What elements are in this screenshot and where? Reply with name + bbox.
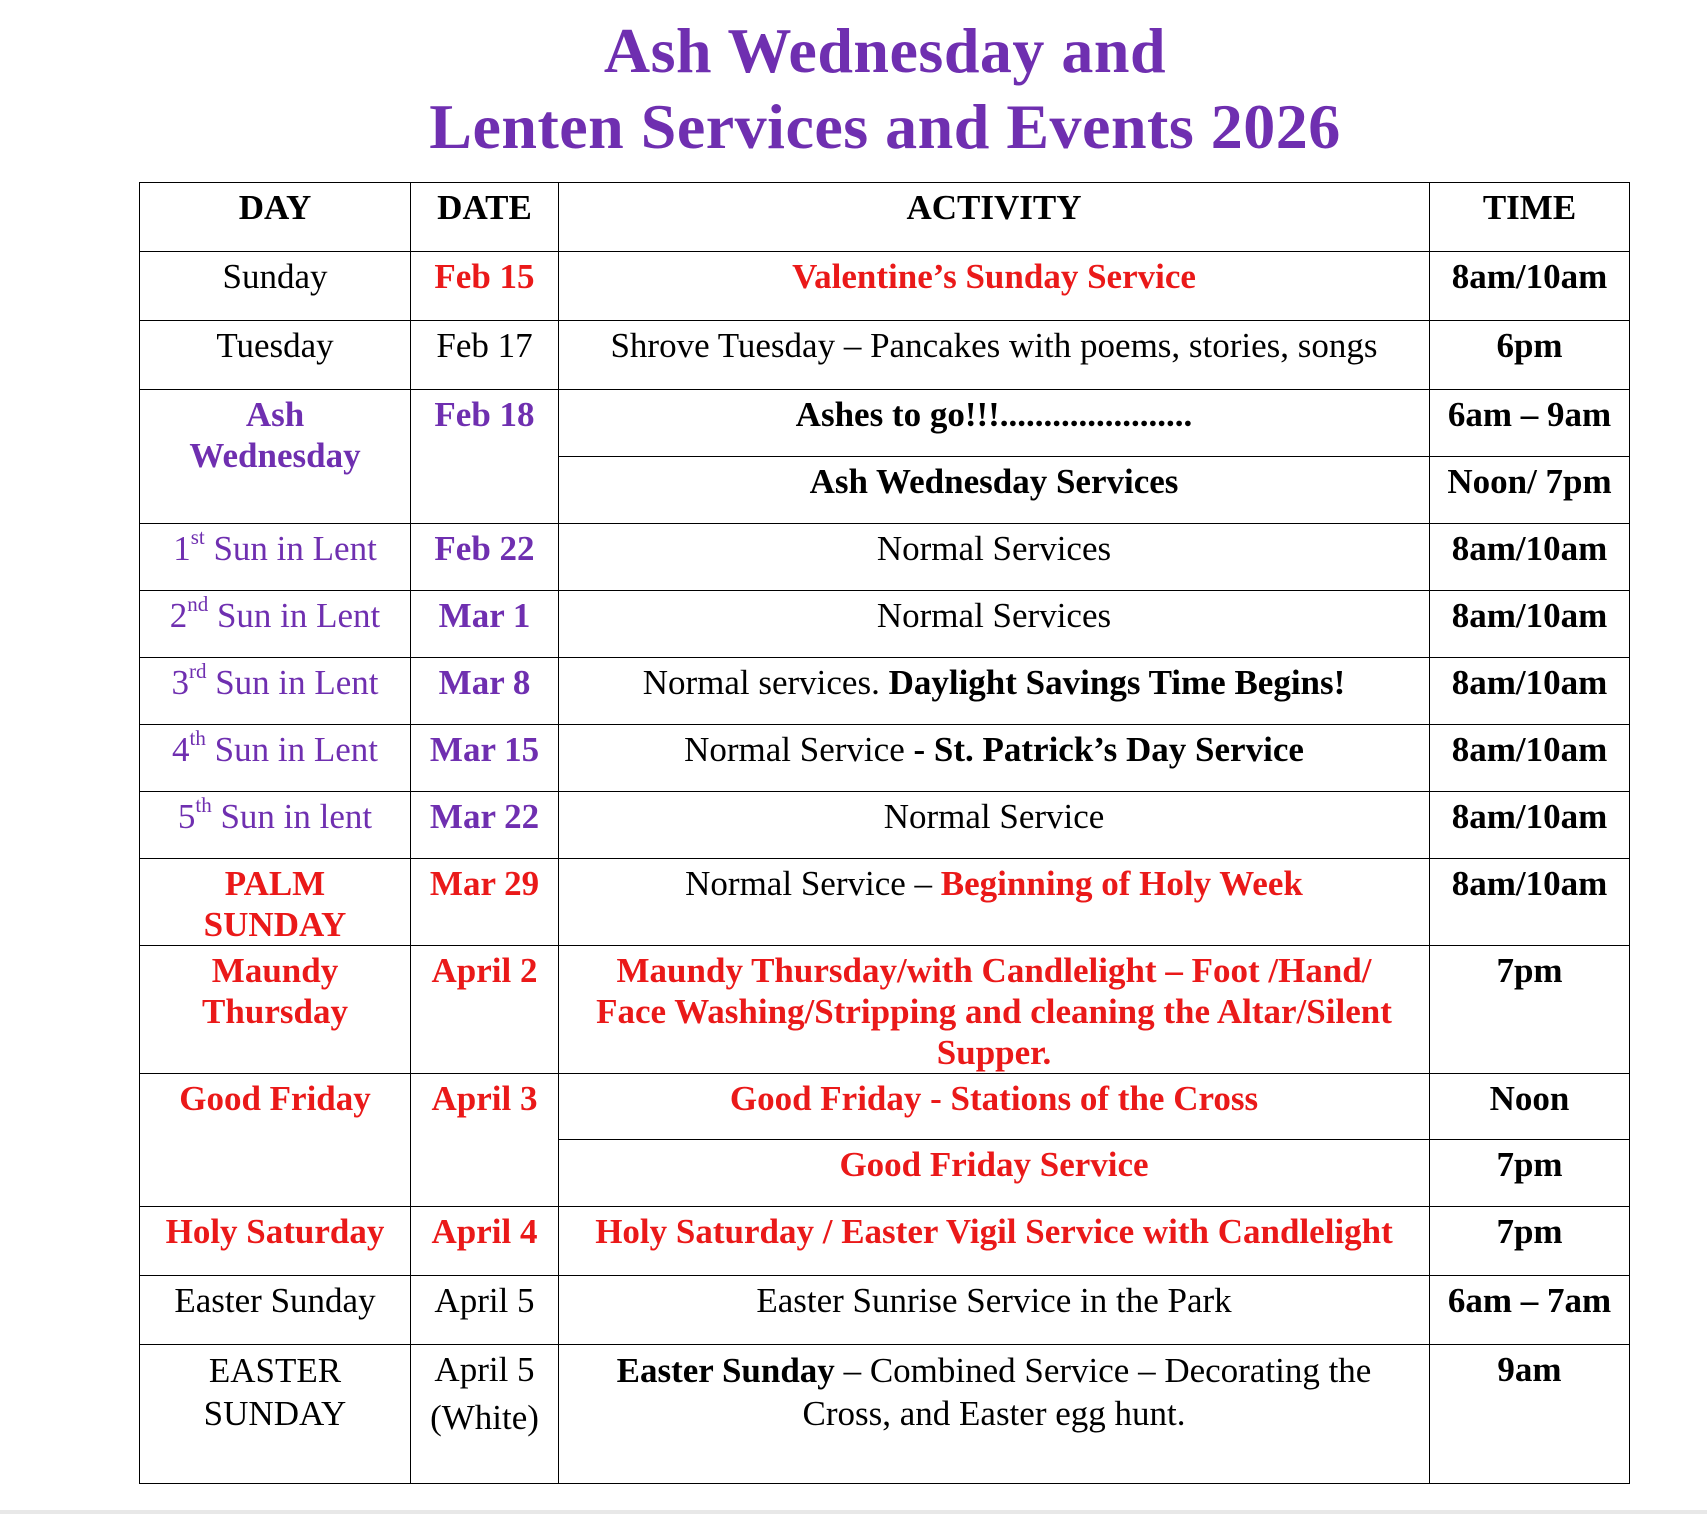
table-row	[140, 658, 1630, 725]
ordinal-suffix: rd	[188, 659, 207, 684]
ordinal-suffix: st	[190, 525, 205, 550]
day-line: Maundy	[211, 951, 339, 990]
day-cell	[140, 390, 411, 524]
time-cell: Noon	[1430, 1074, 1630, 1140]
ordinal-number: 5	[177, 797, 196, 836]
day-text: Sun in Lent	[206, 663, 379, 702]
table-row	[140, 1074, 1630, 1140]
ordinal-number: 1	[173, 529, 191, 568]
day-cell	[140, 658, 411, 725]
day-text: Sun in Lent	[204, 529, 377, 568]
date-cell: April 3	[411, 1074, 559, 1207]
date-cell: Feb 18	[411, 390, 559, 524]
day-cell	[140, 946, 411, 1074]
activity-cell: Holy Saturday / Easter Vigil Service with Candlelight	[559, 1207, 1430, 1276]
activity-highlight: Beginning of Holy Week	[940, 864, 1303, 903]
date-cell: Mar 8	[411, 658, 559, 725]
day-cell: Easter Sunday	[140, 1276, 411, 1345]
table-row	[140, 252, 1630, 321]
activity-cell: Ash Wednesday Services	[559, 457, 1430, 524]
date-cell: Mar 1	[411, 591, 559, 658]
ordinal-suffix: th	[195, 793, 212, 818]
table-row	[140, 859, 1630, 946]
activity-cell	[559, 946, 1430, 1074]
activity-line: Maundy Thursday/with Candlelight – Foot /Hand/	[616, 951, 1372, 990]
time-cell: 6pm	[1430, 321, 1630, 390]
activity-line	[559, 1349, 1429, 1392]
day-line: SUNDAY	[203, 905, 347, 944]
time-cell: 8am/10am	[1430, 591, 1630, 658]
activity-cell: Normal Services	[559, 524, 1430, 591]
table-row	[140, 946, 1630, 1074]
header-activity: ACTIVITY	[559, 183, 1430, 252]
time-cell: 6am – 7am	[1430, 1276, 1630, 1345]
day-line: Thursday	[202, 992, 348, 1031]
time-cell: 7pm	[1430, 1140, 1630, 1207]
date-note: (White)	[430, 1398, 539, 1437]
day-text: Sun in lent	[211, 797, 373, 836]
time-cell: 7pm	[1430, 946, 1630, 1074]
table-row	[140, 591, 1630, 658]
day-cell	[140, 524, 411, 591]
date-line: April 5	[434, 1350, 535, 1389]
activity-cell: Shrove Tuesday – Pancakes with poems, stories, songs	[559, 321, 1430, 390]
day-line: PALM	[224, 864, 326, 903]
table-row	[140, 792, 1630, 859]
ordinal-suffix: th	[189, 726, 206, 751]
day-cell	[140, 725, 411, 792]
day-text: Sun in Lent	[205, 730, 378, 769]
activity-highlight: - St. Patrick’s Day Service	[913, 730, 1304, 769]
date-cell: Mar 22	[411, 792, 559, 859]
table-row	[140, 524, 1630, 591]
bottom-divider	[0, 1510, 1707, 1514]
activity-cell: Good Friday - Stations of the Cross	[559, 1074, 1430, 1140]
date-cell: April 5	[411, 1276, 559, 1345]
table-row	[140, 1207, 1630, 1276]
table-row	[140, 390, 1630, 457]
activity-cell	[559, 859, 1430, 946]
activity-text: – Combined Service – Decorating the	[834, 1351, 1372, 1390]
header-day: DAY	[140, 183, 411, 252]
date-cell: April 2	[411, 946, 559, 1074]
activity-cell	[559, 1345, 1430, 1484]
day-cell: Good Friday	[140, 1074, 411, 1207]
activity-cell: Normal Service	[559, 792, 1430, 859]
day-cell: Holy Saturday	[140, 1207, 411, 1276]
activity-cell: Easter Sunrise Service in the Park	[559, 1276, 1430, 1345]
activity-cell: Good Friday Service	[559, 1140, 1430, 1207]
schedule-table	[139, 182, 1630, 1484]
day-cell: Tuesday	[140, 321, 411, 390]
ordinal-number: 4	[172, 730, 190, 769]
day-line: Wednesday	[189, 436, 361, 475]
table-row	[140, 1276, 1630, 1345]
day-line: EASTER	[208, 1351, 342, 1390]
time-cell: 9am	[1430, 1345, 1630, 1484]
activity-text: Normal Service	[684, 730, 914, 769]
table-row	[140, 1345, 1630, 1484]
day-text: Sun in Lent	[208, 596, 381, 635]
page-title-line-1: Ash Wednesday and	[603, 15, 1167, 86]
activity-highlight: Daylight Savings Time Begins!	[888, 663, 1346, 702]
time-cell: 8am/10am	[1430, 792, 1630, 859]
activity-line: Supper.	[936, 1033, 1052, 1072]
day-cell: Sunday	[140, 252, 411, 321]
date-cell: Mar 29	[411, 859, 559, 946]
day-cell	[140, 792, 411, 859]
date-cell: Feb 22	[411, 524, 559, 591]
table-row	[140, 725, 1630, 792]
ordinal-number: 3	[171, 663, 189, 702]
day-line: SUNDAY	[203, 1394, 347, 1433]
page-title-line-2: Lenten Services and Events 2026	[429, 91, 1341, 162]
table-header-row	[140, 183, 1630, 252]
ordinal-suffix: nd	[187, 592, 209, 617]
time-cell: 8am/10am	[1430, 252, 1630, 321]
date-cell: April 4	[411, 1207, 559, 1276]
activity-cell	[559, 725, 1430, 792]
time-cell: Noon/ 7pm	[1430, 457, 1630, 524]
time-cell: 8am/10am	[1430, 658, 1630, 725]
ordinal-number: 2	[169, 596, 188, 635]
time-cell: 8am/10am	[1430, 859, 1630, 946]
date-cell: Mar 15	[411, 725, 559, 792]
activity-cell: Normal Services	[559, 591, 1430, 658]
day-cell	[140, 859, 411, 946]
activity-line: Cross, and Easter egg hunt.	[802, 1394, 1186, 1433]
header-time: TIME	[1430, 183, 1630, 252]
activity-cell: Ashes to go!!!......................	[559, 390, 1430, 457]
activity-text: Normal services.	[642, 663, 889, 702]
activity-text: Normal Service –	[685, 864, 941, 903]
table-row	[140, 321, 1630, 390]
time-cell: 8am/10am	[1430, 524, 1630, 591]
day-line: Ash	[245, 395, 305, 434]
activity-line: Face Washing/Stripping and cleaning the Altar/Silent	[596, 992, 1392, 1031]
activity-highlight: Easter Sunday	[616, 1351, 835, 1390]
day-cell	[140, 1345, 411, 1484]
time-cell: 7pm	[1430, 1207, 1630, 1276]
day-cell	[140, 591, 411, 658]
time-cell: 6am – 9am	[1430, 390, 1630, 457]
date-cell	[411, 1345, 559, 1484]
date-cell: Feb 15	[411, 252, 559, 321]
time-cell: 8am/10am	[1430, 725, 1630, 792]
date-cell: Feb 17	[411, 321, 559, 390]
activity-cell	[559, 658, 1430, 725]
activity-cell: Valentine’s Sunday Service	[559, 252, 1430, 321]
header-date: DATE	[411, 183, 559, 252]
